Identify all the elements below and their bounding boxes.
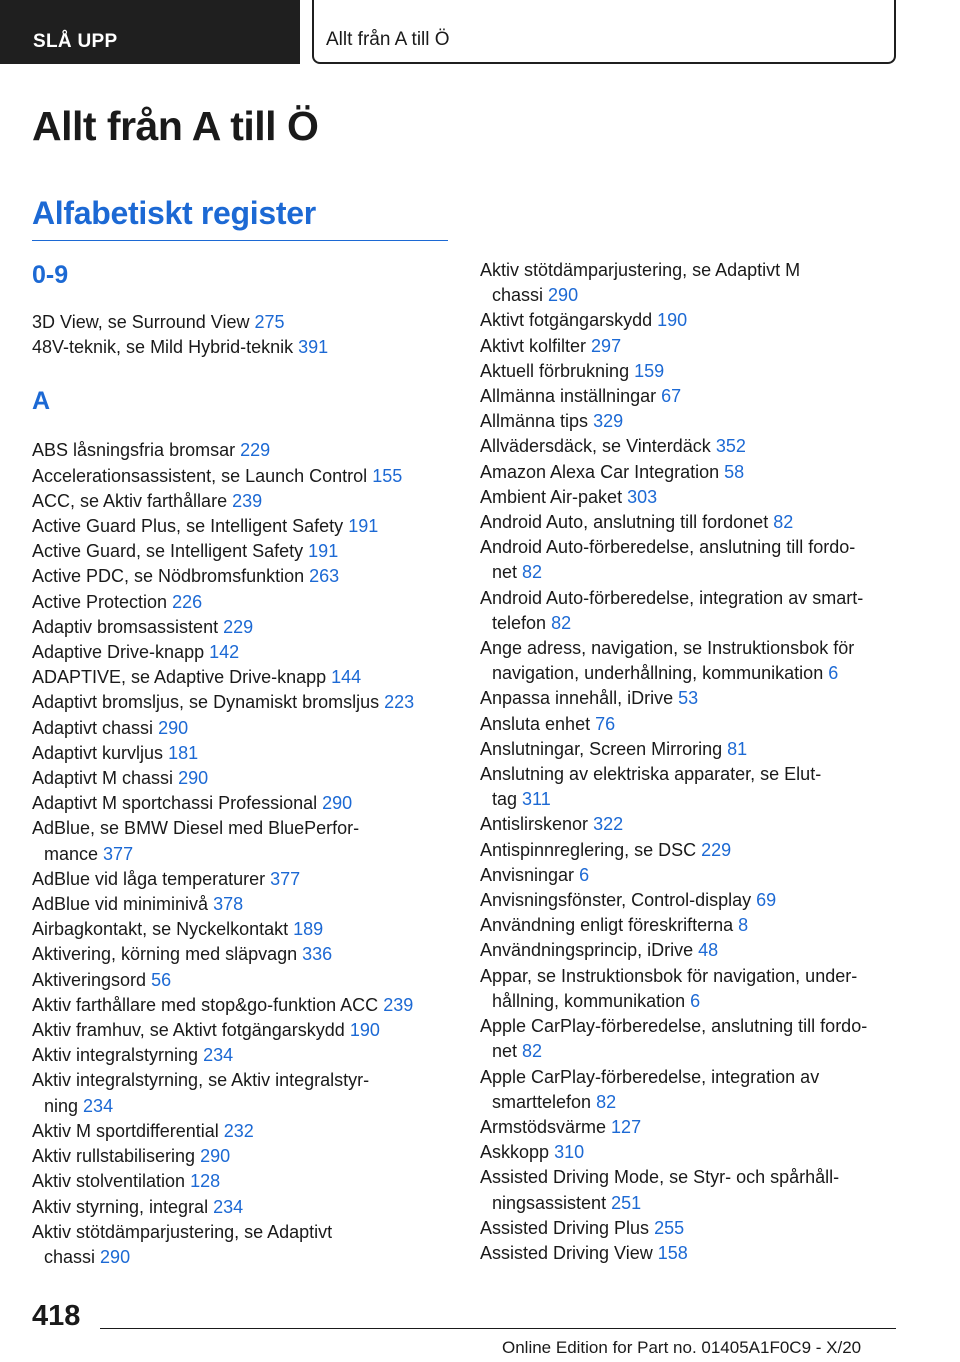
- page-reference-link[interactable]: 229: [223, 616, 254, 637]
- page-reference-link[interactable]: 234: [203, 1045, 234, 1066]
- index-entry-text: Anslutning av elektriska apparater, se Elut-: [480, 764, 822, 785]
- index-entry: [480, 409, 900, 434]
- page-reference-link[interactable]: 190: [349, 1020, 380, 1041]
- index-entry: [480, 1115, 900, 1140]
- index-entry: [32, 1195, 452, 1220]
- page-reference-link[interactable]: 82: [551, 612, 572, 633]
- index-entry-text: tag: [492, 789, 518, 810]
- index-letter-heading: A: [32, 387, 51, 416]
- page-reference-link[interactable]: 234: [213, 1196, 244, 1217]
- index-entry-text: ABS låsningsfria bromsar: [32, 440, 236, 461]
- index-entry: [32, 1144, 452, 1169]
- page-reference-link[interactable]: 290: [322, 793, 353, 814]
- index-entry: [480, 913, 900, 938]
- index-entry-text: Anpassa innehåll, iDrive: [480, 688, 674, 709]
- index-entry: [480, 762, 900, 812]
- index-entry-text: Aktuell förbrukning: [480, 360, 630, 381]
- page-reference-link[interactable]: 377: [103, 843, 134, 864]
- index-entry-text: Apple CarPlay-förberedelse, integration av: [480, 1066, 820, 1087]
- index-entry: [480, 1241, 900, 1266]
- page-reference-link[interactable]: 239: [383, 994, 414, 1015]
- index-entry-text: Allmänna inställningar: [480, 386, 657, 407]
- index-entry-text: Användning enligt föreskrifterna: [480, 915, 734, 936]
- index-entry-text: Amazon Alexa Car Integration: [480, 461, 720, 482]
- index-entry: [480, 636, 900, 686]
- page-reference-link[interactable]: 82: [522, 1041, 543, 1062]
- page-reference-link[interactable]: 352: [715, 436, 746, 457]
- index-entry-text: Active Guard Plus, se Intelligent Safety: [32, 516, 344, 537]
- index-entry-text: ning: [44, 1095, 79, 1116]
- index-entry-text: chassi: [492, 285, 544, 306]
- subtitle-divider: [32, 240, 448, 241]
- index-entry-text: Apple CarPlay-förberedelse, anslutning till fordo-: [480, 1016, 868, 1037]
- index-entry-text: Aktivt kolfilter: [480, 335, 587, 356]
- page-reference-link[interactable]: 290: [548, 285, 579, 306]
- page-reference-link[interactable]: 127: [611, 1116, 642, 1137]
- page-reference-link[interactable]: 232: [223, 1120, 254, 1141]
- section-tab[interactable]: Allt från A till Ö: [312, 0, 896, 64]
- index-entry-text: Aktiveringsord: [32, 969, 147, 990]
- index-entry-text: Airbagkontakt, se Nyckelkontakt: [32, 919, 289, 940]
- index-entry-text: Aktiv stötdämparjustering, se Adaptivt M: [480, 260, 801, 280]
- index-entry: [480, 1140, 900, 1165]
- index-entry-text: Allmänna tips: [480, 411, 589, 432]
- index-entry: [32, 716, 452, 741]
- index-entry-text: chassi: [44, 1246, 96, 1267]
- index-entry: [32, 514, 452, 539]
- index-entry-text: ACC, se Aktiv farthållare: [32, 490, 228, 511]
- index-entry-text: Adaptivt chassi: [32, 717, 154, 738]
- index-entry-text: ningsassistent: [492, 1192, 607, 1213]
- page-reference-link[interactable]: 275: [254, 312, 285, 332]
- index-entry: [32, 665, 452, 690]
- index-entry-text: Active Guard, se Intelligent Safety: [32, 541, 304, 562]
- page-reference-link[interactable]: 6: [579, 864, 590, 885]
- index-entry-text: Armstödsvärme: [480, 1116, 607, 1137]
- index-entry: [480, 812, 900, 837]
- index-entry-continuation: [32, 842, 452, 867]
- page-reference-link[interactable]: 303: [627, 486, 658, 507]
- index-entry: [480, 485, 900, 510]
- index-entry-text: Adaptiv bromsassistent: [32, 616, 219, 637]
- index-entry: [32, 438, 452, 463]
- index-entry-text: Antislirskenor: [480, 814, 589, 835]
- index-entry-text: Aktiv styrning, integral: [32, 1196, 209, 1217]
- index-entry: [32, 640, 452, 665]
- index-entry-text: Antispinnreglering, se DSC: [480, 839, 697, 860]
- index-entry-text: Aktiv stolventilation: [32, 1171, 186, 1192]
- index-entry: [480, 460, 900, 485]
- index-entry: [32, 968, 452, 993]
- page-reference-link[interactable]: 234: [83, 1095, 114, 1116]
- index-entry-continuation: [480, 560, 900, 585]
- index-entry-continuation: [480, 1090, 900, 1115]
- index-entry: [480, 434, 900, 459]
- index-entry: [32, 993, 452, 1018]
- index-entry-text: Adaptive Drive-knapp: [32, 642, 205, 663]
- page-reference-link[interactable]: 229: [240, 440, 271, 461]
- index-entry: [32, 766, 452, 791]
- index-entry-text: Ambient Air-paket: [480, 486, 623, 507]
- index-entry: [32, 867, 452, 892]
- index-entry: [480, 1216, 900, 1241]
- page-title: Allt från A till Ö: [32, 103, 319, 149]
- index-entry: [480, 1014, 900, 1064]
- page-reference-link[interactable]: 159: [634, 360, 665, 381]
- index-entry-text: navigation, underhållning, kommunikation: [492, 663, 824, 684]
- page-reference-link[interactable]: 378: [213, 894, 244, 915]
- index-entry-text: Askkopp: [480, 1142, 550, 1163]
- index-entry: [480, 737, 900, 762]
- index-entry-continuation: [480, 989, 900, 1014]
- index-column-right: [480, 258, 900, 1266]
- index-entry-text: AdBlue vid låga temperaturer: [32, 868, 266, 889]
- index-entry: [32, 1220, 452, 1270]
- page-reference-link[interactable]: 53: [678, 688, 699, 709]
- index-entry-continuation: [480, 661, 900, 686]
- page-reference-link[interactable]: 290: [178, 768, 209, 789]
- page-reference-link[interactable]: 377: [270, 868, 301, 889]
- page-reference-link[interactable]: 81: [727, 738, 748, 759]
- page-reference-link[interactable]: 82: [773, 512, 794, 533]
- index-entry: [480, 535, 900, 585]
- index-entry-continuation: [480, 283, 900, 308]
- index-entry: [32, 1043, 452, 1068]
- index-entry: [480, 308, 900, 333]
- index-entry-text: mance: [44, 843, 99, 864]
- index-entry-text: Anslutningar, Screen Mirroring: [480, 738, 723, 759]
- page-reference-link[interactable]: 391: [298, 337, 329, 358]
- index-entry: [32, 564, 452, 589]
- page-reference-link[interactable]: 189: [293, 919, 324, 940]
- index-entry-continuation: [480, 1191, 900, 1216]
- index-entry-text: Anvisningar: [480, 864, 575, 885]
- page-reference-link[interactable]: 8: [738, 915, 749, 936]
- page-reference-link[interactable]: 6: [690, 990, 701, 1011]
- index-entry: [480, 838, 900, 863]
- page-reference-link[interactable]: 263: [309, 566, 340, 587]
- index-entry-text: Aktiv integralstyrning: [32, 1045, 199, 1066]
- page-reference-link[interactable]: 191: [308, 541, 339, 562]
- top-navigation-bar: [0, 0, 960, 66]
- footer-edition: Online Edition for Part no. 01405A1F0C9 - X/20: [502, 1338, 862, 1357]
- index-entry-text: Assisted Driving Plus: [480, 1217, 650, 1238]
- index-entry-text: net: [492, 562, 518, 583]
- page-reference-link[interactable]: 297: [591, 335, 622, 356]
- index-entry-text: Allvädersdäck, se Vinterdäck: [480, 436, 711, 457]
- index-entry-text: Assisted Driving View: [480, 1242, 653, 1263]
- page-reference-link[interactable]: 322: [593, 814, 624, 835]
- index-entry-text: Aktiv rullstabilisering: [32, 1146, 196, 1167]
- page-reference-link[interactable]: 223: [384, 692, 415, 713]
- page-reference-link[interactable]: 251: [611, 1192, 642, 1213]
- index-entry: [32, 791, 452, 816]
- index-entry-text: Active Protection: [32, 591, 168, 612]
- index-entry-text: AdBlue vid miniminivå: [32, 894, 209, 915]
- index-entry-text: Ange adress, navigation, se Instruktionsbok för: [480, 638, 855, 659]
- index-entry: [480, 686, 900, 711]
- index-entry: [32, 590, 452, 615]
- index-letter-heading: 0-9: [32, 261, 69, 289]
- index-entry: [32, 615, 452, 640]
- page-reference-link[interactable]: 190: [657, 310, 688, 331]
- page-reference-link[interactable]: 239: [232, 490, 263, 511]
- page-reference-link[interactable]: 48: [698, 940, 719, 961]
- index-entry: [480, 359, 900, 384]
- index-entry: [32, 310, 452, 335]
- index-entry-text: Android Auto, anslutning till fordonet: [480, 512, 769, 533]
- page-reference-link[interactable]: 290: [100, 1246, 131, 1267]
- page-reference-link[interactable]: 226: [172, 591, 203, 612]
- index-entry: [480, 334, 900, 359]
- page-reference-link[interactable]: 144: [331, 667, 362, 688]
- index-entry-text: ADAPTIVE, se Adaptive Drive-knapp: [32, 667, 327, 688]
- index-entry-text: hållning, kommunikation: [492, 990, 686, 1011]
- index-entry: [32, 464, 452, 489]
- page-reference-link[interactable]: 311: [522, 789, 551, 810]
- index-entry-text: Aktiv framhuv, se Aktivt fotgängarskydd: [32, 1020, 345, 1041]
- page-reference-link[interactable]: 181: [168, 742, 199, 763]
- page-reference-link[interactable]: 142: [209, 642, 240, 663]
- index-entry: [480, 258, 900, 308]
- index-entry-text: Anvisningsfönster, Control-display: [480, 890, 752, 911]
- index-entry: [32, 892, 452, 917]
- index-entry-text: Aktiv integralstyrning, se Aktiv integralstyr-: [32, 1070, 370, 1091]
- index-entry-continuation: [480, 1039, 900, 1064]
- index-entry-text: Aktivering, körning med släpvagn: [32, 944, 298, 965]
- page-reference-link[interactable]: 191: [348, 516, 379, 537]
- index-entry: [480, 964, 900, 1014]
- footer-divider: [100, 1328, 896, 1329]
- index-entry-text: Assisted Driving Mode, se Styr- och spårhåll-: [480, 1167, 840, 1188]
- index-entry-text: Appar, se Instruktionsbok för navigation, under-: [480, 965, 858, 986]
- index-entry: [480, 1165, 900, 1215]
- index-entry: [32, 335, 452, 360]
- index-entry: [32, 489, 452, 514]
- index-entry: [480, 586, 900, 636]
- index-entry: [480, 712, 900, 737]
- index-entry-text: Active PDC, se Nödbromsfunktion: [32, 566, 305, 587]
- index-entry-text: net: [492, 1041, 518, 1062]
- index-column-left: [32, 258, 452, 1270]
- index-entry-text: Aktiv farthållare med stop&go-funktion ACC: [32, 994, 379, 1015]
- index-entry: [480, 384, 900, 409]
- index-entry: [480, 938, 900, 963]
- index-entry-text: Android Auto-förberedelse, anslutning till fordo-: [480, 537, 856, 558]
- index-entry-text: 48V-teknik, se Mild Hybrid-teknik: [32, 337, 294, 358]
- page-reference-link[interactable]: 76: [595, 713, 616, 734]
- index-entry-continuation: [32, 1245, 452, 1270]
- index-entry-text: Aktivt fotgängarskydd: [480, 310, 653, 331]
- page-reference-link[interactable]: 255: [654, 1217, 685, 1238]
- page-reference-link[interactable]: 290: [200, 1146, 231, 1167]
- index-entry: [32, 1068, 452, 1118]
- page-reference-link[interactable]: 155: [372, 465, 403, 486]
- index-entry: [32, 1169, 452, 1194]
- page-reference-link[interactable]: 229: [701, 839, 732, 860]
- page-number: 418: [32, 1300, 81, 1332]
- index-entry: [32, 690, 452, 715]
- index-entry-text: Adaptivt kurvljus: [32, 742, 164, 763]
- page-reference-link[interactable]: 329: [593, 411, 624, 432]
- index-entry: [32, 1119, 452, 1144]
- lookup-tab[interactable]: SLÅ UPP: [0, 0, 300, 64]
- page-reference-link[interactable]: 128: [190, 1171, 221, 1192]
- index-entry: [480, 863, 900, 888]
- index-entry: [32, 1018, 452, 1043]
- index-entry-text: Adaptivt bromsljus, se Dynamiskt bromsljus: [32, 692, 380, 713]
- page-reference-link[interactable]: 56: [151, 969, 172, 990]
- index-entry-text: 3D View, se Surround View: [32, 312, 250, 332]
- page-reference-link[interactable]: 6: [828, 663, 839, 684]
- index-entry-text: Adaptivt M sportchassi Professional: [32, 793, 318, 814]
- index-entry-text: smarttelefon: [492, 1091, 592, 1112]
- page-reference-link[interactable]: 336: [302, 944, 333, 965]
- index-entry: [32, 741, 452, 766]
- page-subtitle: Alfabetiskt register: [32, 195, 316, 231]
- index-entry: [32, 816, 452, 866]
- index-entry-continuation: [32, 1094, 452, 1119]
- index-entry-text: Adaptivt M chassi: [32, 768, 174, 789]
- index-entry: [480, 1065, 900, 1115]
- index-entry-text: Aktiv M sportdifferential: [32, 1120, 219, 1141]
- page-reference-link[interactable]: 67: [661, 386, 682, 407]
- index-entry-text: telefon: [492, 612, 547, 633]
- page-reference-link[interactable]: 69: [756, 890, 777, 911]
- page-reference-link[interactable]: 310: [554, 1142, 585, 1163]
- index-entry-text: Android Auto-förberedelse, integration av smart-: [480, 587, 864, 608]
- index-entry-continuation: [480, 611, 900, 636]
- page-reference-link[interactable]: 158: [657, 1242, 688, 1263]
- index-entry-text: Aktiv stötdämparjustering, se Adaptivt: [32, 1221, 333, 1242]
- index-entry-continuation: [480, 787, 900, 812]
- page-reference-link[interactable]: 58: [724, 461, 745, 482]
- index-entry: [32, 539, 452, 564]
- index-entry: [32, 942, 452, 967]
- index-entry: [480, 888, 900, 913]
- page-reference-link[interactable]: 82: [596, 1091, 617, 1112]
- index-entry-text: AdBlue, se BMW Diesel med BluePerfor-: [32, 818, 360, 839]
- index-entry-text: Ansluta enhet: [480, 713, 591, 734]
- page-reference-link[interactable]: 290: [158, 717, 189, 738]
- index-entry-text: Användningsprincip, iDrive: [480, 940, 694, 961]
- index-entry: [32, 917, 452, 942]
- index-entry: [480, 510, 900, 535]
- index-entry-text: Accelerationsassistent, se Launch Control: [32, 465, 368, 486]
- page-reference-link[interactable]: 82: [522, 562, 543, 583]
